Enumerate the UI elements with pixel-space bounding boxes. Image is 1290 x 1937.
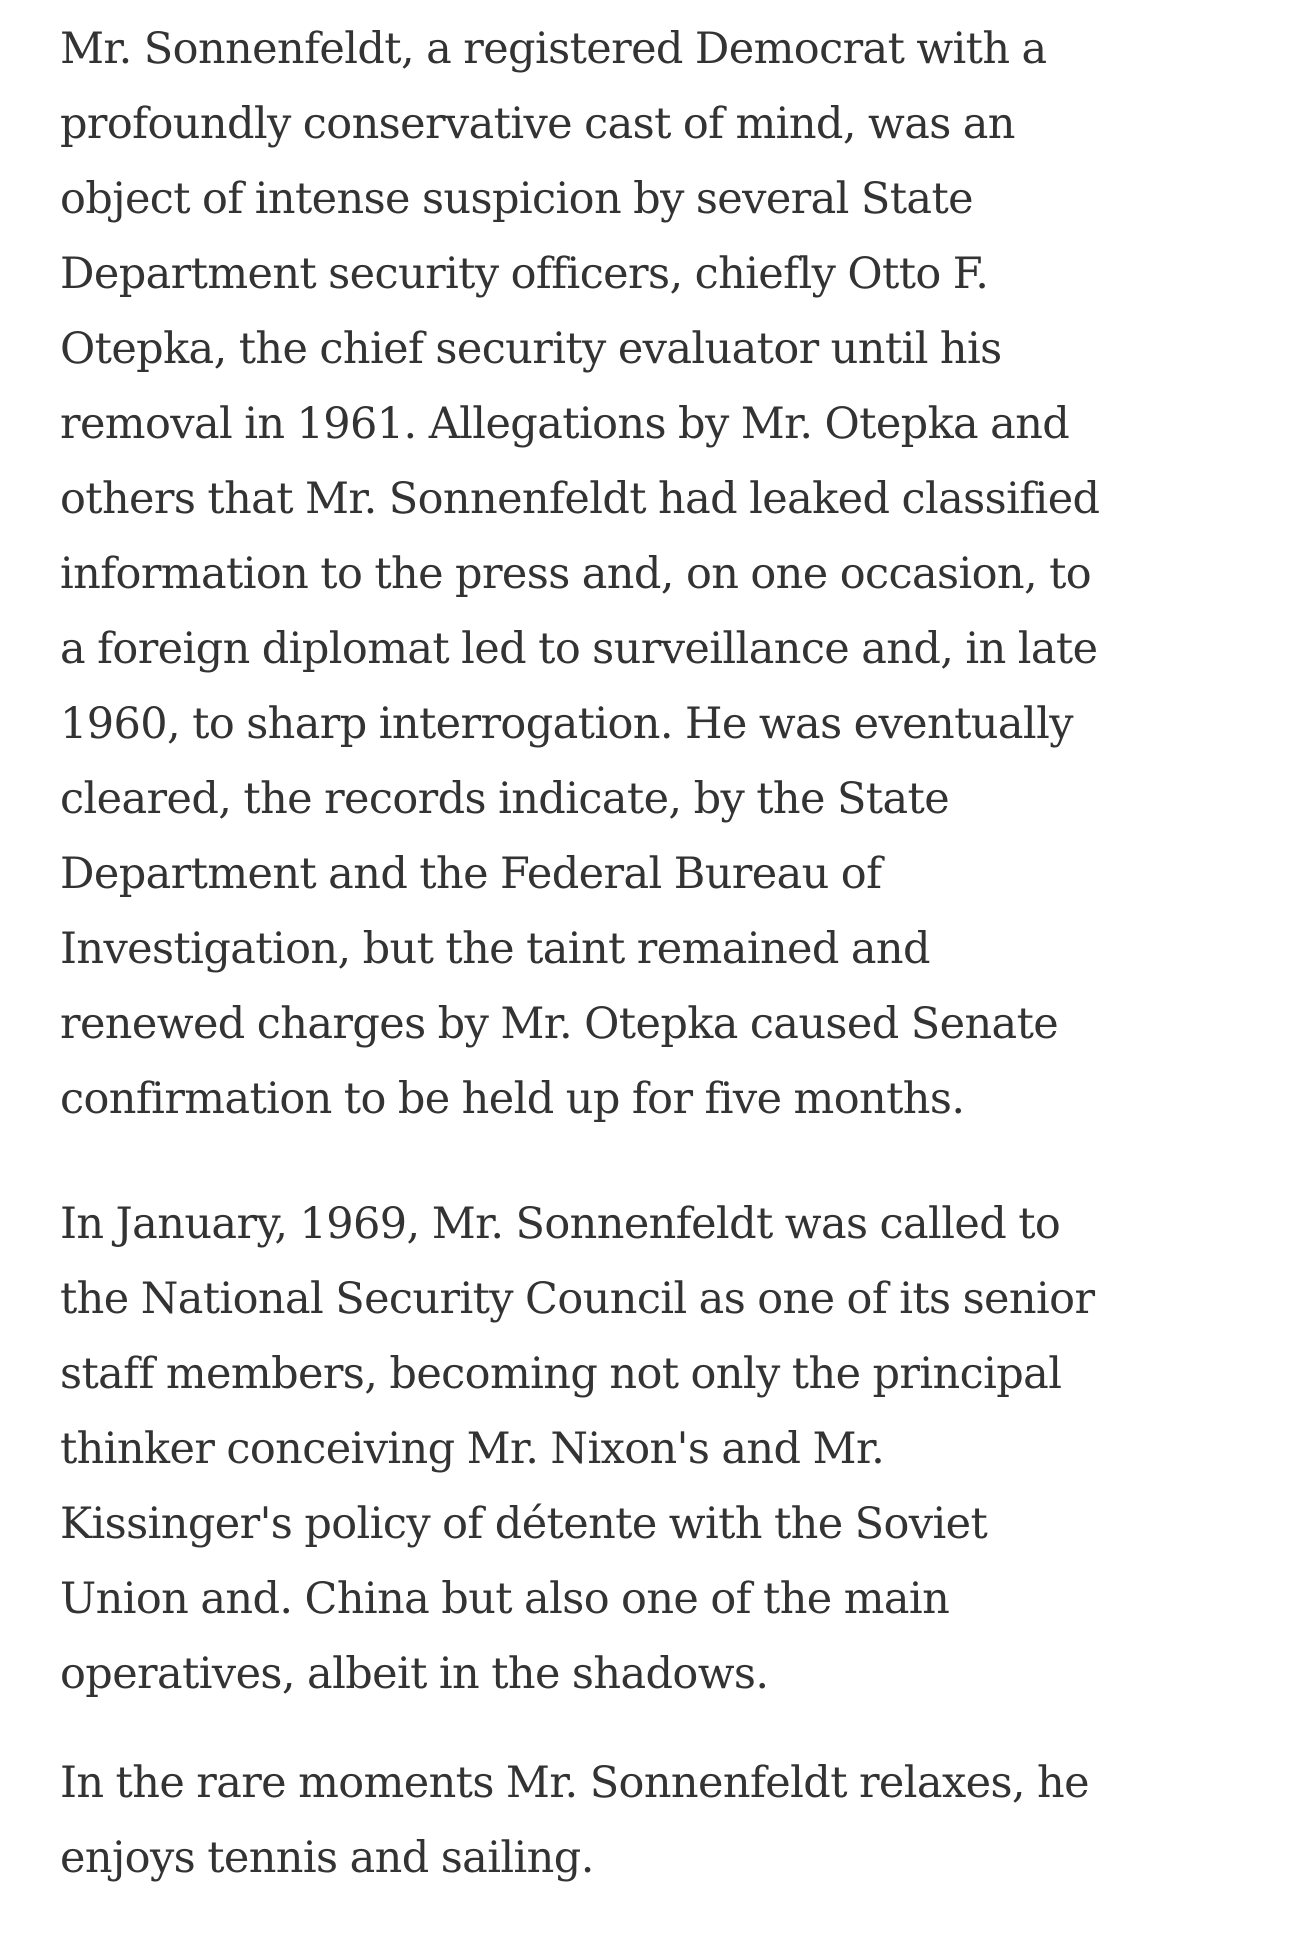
paragraph-leisure xyxy=(60,1746,1250,1896)
paragraph-line: the National Security Council as one of its senior xyxy=(60,1274,1095,1324)
paragraph-sonnenfeldt-security-suspicion xyxy=(60,12,1250,1137)
paragraph-line: Kissinger's policy of détente with the Soviet xyxy=(60,1499,988,1549)
paragraph-line: Otepka, the chief security evaluator until his xyxy=(60,324,1002,374)
paragraph-line: In January, 1969, Mr. Sonnenfeldt was called to xyxy=(60,1199,1061,1249)
article-body xyxy=(60,12,1250,1896)
paragraph-line: Department and the Federal Bureau of xyxy=(60,849,882,899)
paragraph-line: confirmation to be held up for five months. xyxy=(60,1074,965,1124)
paragraph-line: In the rare moments Mr. Sonnenfeldt relaxes, he xyxy=(60,1758,1089,1808)
paragraph-line: enjoys tennis and sailing. xyxy=(60,1833,594,1883)
paragraph-line: cleared, the records indicate, by the State xyxy=(60,774,950,824)
paragraph-line: object of intense suspicion by several State xyxy=(60,174,973,224)
paragraph-line: staff members, becoming not only the principal xyxy=(60,1349,1062,1399)
paragraph-line: Department security officers, chiefly Otto F. xyxy=(60,249,989,299)
paragraph-line: a foreign diplomat led to surveillance and, in late xyxy=(60,624,1098,674)
paragraph-line: information to the press and, on one occasion, to xyxy=(60,549,1092,599)
paragraph-line: Mr. Sonnenfeldt, a registered Democrat with a xyxy=(60,24,1047,74)
paragraph-national-security-council xyxy=(60,1187,1250,1712)
paragraph-line: thinker conceiving Mr. Nixon's and Mr. xyxy=(60,1424,885,1474)
paragraph-line: profoundly conservative cast of mind, was an xyxy=(60,99,1015,149)
paragraph-line: 1960, to sharp interrogation. He was eventually xyxy=(60,699,1073,749)
paragraph-line: Investigation, but the taint remained and xyxy=(60,924,930,974)
paragraph-line: removal in 1961. Allegations by Mr. Otepka and xyxy=(60,399,1070,449)
paragraph-line: others that Mr. Sonnenfeldt had leaked classified xyxy=(60,474,1100,524)
paragraph-line: Union and. China but also one of the main xyxy=(60,1574,950,1624)
paragraph-line: operatives, albeit in the shadows. xyxy=(60,1649,769,1699)
paragraph-line: renewed charges by Mr. Otepka caused Senate xyxy=(60,999,1059,1049)
